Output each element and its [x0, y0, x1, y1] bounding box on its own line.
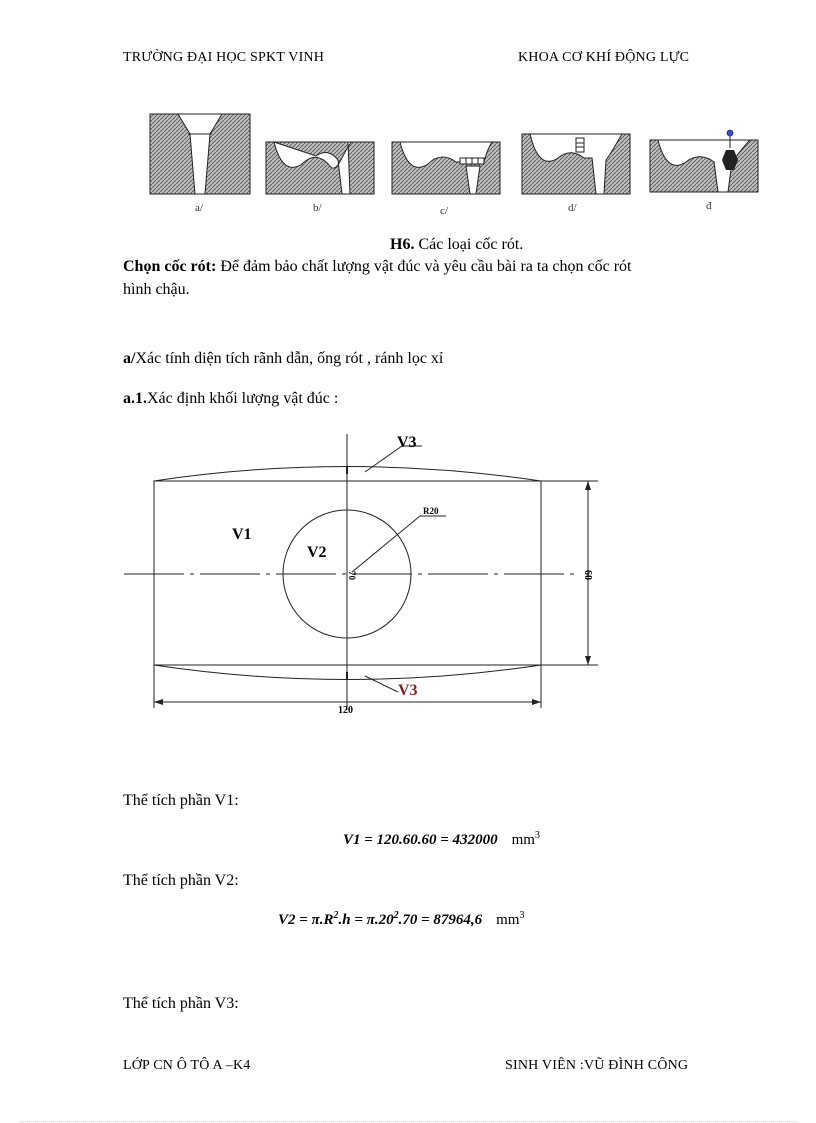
cup-dd-drawing	[650, 130, 758, 192]
choice-line-2: hình chậu.	[123, 281, 190, 298]
cup-d-drawing	[522, 134, 630, 194]
figure-caption: H6. Các loại cốc rót.	[390, 236, 524, 253]
page-bottom-rule	[20, 1121, 796, 1122]
cup-c-drawing	[392, 142, 500, 194]
cup-a-drawing	[150, 114, 250, 194]
footer-class: LỚP CN Ô TÔ A –K4	[123, 1058, 251, 1073]
label-v2: V2	[307, 544, 327, 561]
header-school: TRƯỜNG ĐẠI HỌC SPKT VINH	[123, 50, 325, 65]
section-a-heading: a/Xác tính diện tích rãnh dẫn, ống rót , ránh lọc xỉ	[123, 350, 444, 367]
v2-formula: $V2 = \pi.R^2.h = \pi.20^2.70 = 87964,6$ $mm^3$	[278, 910, 525, 928]
center-mark: 70	[347, 571, 357, 580]
v2-label: Thể tích phần V2:	[123, 872, 239, 889]
radius-label: R20	[423, 506, 439, 516]
casting-drawing	[110, 428, 610, 718]
figure-pouring-cups	[140, 108, 770, 220]
footer-student: SINH VIÊN :VŨ ĐÌNH CÔNG	[505, 1058, 689, 1073]
cup-b-drawing	[266, 142, 374, 194]
cup-label-a: a/	[195, 202, 203, 214]
cup-label-d: d/	[568, 202, 577, 214]
height-dimension: 60	[582, 570, 593, 580]
cup-label-b: b/	[313, 202, 322, 214]
section-a1-heading: a.1.Xác định khối lượng vật đúc :	[123, 390, 339, 407]
v1-formula: V1 = 120.60.60 = 432000 $mm^3$	[343, 830, 540, 848]
choice-line-1: Chọn cốc rót: Để đảm bảo chất lượng vật đúc và yêu cầu bài ra ta chọn cốc rót	[123, 258, 632, 275]
v3-label: Thể tích phần V3:	[123, 995, 239, 1012]
cup-label-dd: đ	[706, 200, 712, 212]
cup-label-c: c/	[440, 205, 448, 217]
width-dimension: 120	[338, 705, 353, 716]
v1-label: Thể tích phần V1:	[123, 792, 239, 809]
label-v3-top: V3	[397, 434, 417, 451]
label-v3-bottom: V3	[398, 682, 418, 699]
label-v1: V1	[232, 526, 252, 543]
header-faculty: KHOA CƠ KHÍ ĐỘNG LỰC	[518, 50, 690, 65]
